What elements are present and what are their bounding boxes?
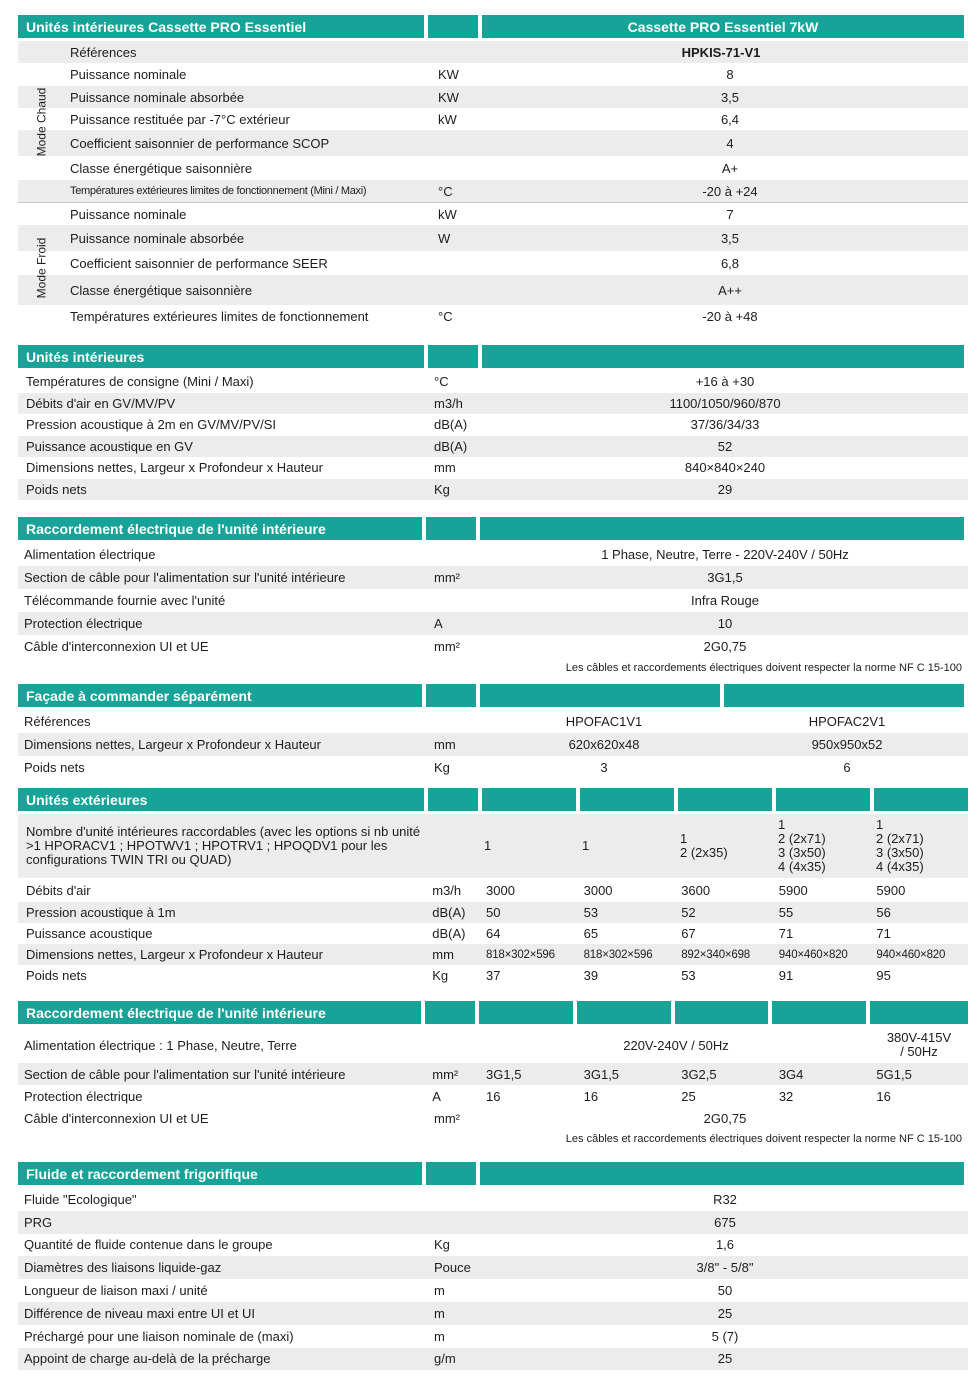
table-row [18,878,968,902]
row-unit: °C [438,308,453,324]
row-value: 3G2,5 [681,1066,717,1082]
table-row [18,902,968,923]
table-cassette [18,15,968,327]
row-unit: m3/h [432,882,462,898]
row-unit: Kg [434,1237,450,1253]
table-row [18,1234,968,1257]
row-value: 1 [484,838,492,853]
row-value: 818×302×596 [486,948,555,961]
row-unit: kW [438,206,457,222]
table-header [18,517,968,543]
table-row [18,710,968,733]
row-unit: mm² [434,1110,460,1126]
row-value: 5G1,5 [876,1066,912,1082]
row-value: 10 [717,616,733,631]
row-value: 95 [876,968,891,983]
unit-header [426,517,476,540]
value-header-5 [870,1001,968,1024]
table-row [18,1348,968,1371]
table-title: Façade à commander séparément [18,684,422,707]
value-header-3 [675,1001,769,1024]
row-unit: kW [438,111,457,127]
value-header-4 [776,788,870,811]
table-row [18,180,968,202]
row-value: 380V-415V / 50Hz [886,1030,952,1059]
table-row [18,371,968,393]
row-value: 16 [876,1088,891,1104]
table-row [18,944,968,965]
row-label: Câble d'interconnexion UI et UE [24,639,209,654]
row-label: Puissance nominale [70,206,187,222]
row-label: Températures extérieures limites de fonctionnement (Mini / Maxi) [70,185,367,197]
row-value: 16 [583,1088,599,1104]
table-row [18,457,968,479]
table-row [18,305,968,327]
table-row [18,756,968,779]
row-unit: m [434,1328,445,1344]
row-label: Protection électrique [24,1088,143,1104]
unit-header [428,15,478,38]
row-label: Coefficient saisonnier de performance SCOP [70,135,330,151]
row-unit: mm [432,947,454,962]
row-unit: mm² [434,639,460,654]
table-title: Fluide et raccordement frigorifique [18,1162,422,1185]
row-label: Différence de niveau maxi entre UI et UI [24,1305,255,1321]
table-row [18,479,968,501]
row-value: 5 (7) [711,1328,739,1344]
row-value: 5900 [778,882,808,898]
row-value: 8 [726,67,734,82]
mode-chaud-group [18,41,968,202]
table-title: Raccordement électrique de l'unité intérieure [18,517,422,540]
row-value: 892×340×698 [681,948,750,961]
row-label: Classe énergétique saisonnière [70,282,253,298]
row-value: 220V-240V / 50Hz [623,1037,729,1053]
row-value: 3,5 [720,89,740,105]
row-unit: KW [438,67,459,82]
table-header [18,1162,968,1188]
table-header [18,15,968,41]
row-label: Débits d'air en GV/MV/PV [26,395,176,411]
row-label: Pression acoustique à 2m en GV/MV/PV/SI [26,417,277,433]
table-row [18,923,968,944]
norm-note: Les câbles et raccordements électriques doivent respecter la norme NF C 15-100 [565,662,962,674]
value-header [480,1162,964,1185]
table-row [18,63,968,86]
row-value: 71 [876,926,891,941]
value-header-1 [480,684,720,707]
row-unit: mm [434,737,456,752]
table-header [18,788,968,814]
row-value: 6,8 [720,255,740,271]
row-value: 37/36/34/33 [690,417,760,433]
row-unit: dB(A) [434,417,468,433]
row-value: 64 [486,926,501,941]
row-label: Poids nets [26,968,87,983]
mode-froid-label: Mode Froid [34,237,49,299]
table-row [18,1188,968,1211]
row-value: 3,5 [720,230,740,246]
row-label: Dimensions nettes, Largeur x Profondeur x Hauteur [24,737,321,752]
row-value: 4 [726,135,734,151]
table-row [18,635,968,658]
table-unites-exterieures [18,788,968,986]
row-unit [424,814,478,878]
row-unit: mm [434,460,456,476]
row-value: 3G1,5 [486,1066,522,1082]
row-label: Dimensions nettes, Largeur x Profondeur x Hauteur [26,460,323,476]
row-label: Préchargé pour une liaison nominale de (maxi) [24,1328,294,1344]
row-value: R32 [713,1191,737,1207]
row-unit: m [434,1283,445,1299]
model-header: Cassette PRO Essentiel 7kW [482,15,964,38]
row-label: Coefficient saisonnier de performance SEER [70,255,328,271]
table-row [18,543,968,566]
row-value: 53 [583,905,599,920]
row-value: 6,4 [720,111,740,127]
unit-header [428,345,478,368]
table-row [18,1279,968,1302]
table-row [18,1063,968,1085]
row-value-2: 950x950x52 [811,737,883,752]
table-row [18,589,968,612]
row-value: 940×460×820 [778,948,848,961]
table-row [18,566,968,589]
row-value: 2G0,75 [703,639,747,654]
row-value: 1 Phase, Neutre, Terre - 220V-240V / 50Hz [601,547,849,562]
row-label: Section de câble pour l'alimentation sur l'unité intérieure [24,1066,346,1082]
row-unit: m [434,1305,445,1321]
row-value: 1,6 [715,1237,735,1253]
row-label: Télécommande fournie avec l'unité [24,593,226,608]
table-row [18,1211,968,1234]
table-header [18,684,968,710]
row-value: 25 [717,1351,733,1367]
table-row [18,612,968,635]
row-label: Section de câble pour l'alimentation sur l'unité intérieure [24,570,346,585]
table-row [18,1085,968,1107]
row-label: Puissance nominale [70,67,187,82]
row-label: Températures de consigne (Mini / Maxi) [26,374,254,390]
table-row [18,86,968,108]
row-value: -20 à +24 [702,183,758,199]
row-value: -20 à +48 [702,308,758,324]
row-value: 1100/1050/960/870 [669,395,781,411]
row-label: Quantité de fluide contenue dans le groupe [24,1237,273,1253]
row-value: 3G4 [778,1066,804,1082]
table-title: Unités intérieures Cassette PRO Essentiel [18,15,424,38]
table-raccordement-exterieur [18,1001,968,1149]
unit-header [428,788,478,811]
norm-note: Les câbles et raccordements électriques doivent respecter la norme NF C 15-100 [565,1133,962,1145]
row-value: 52 [717,438,733,454]
row-value: 37 [486,968,501,983]
row-label: Classe énergétique saisonnière [70,160,253,176]
row-value-1: 3 [600,760,608,775]
row-unit: m3/h [434,395,463,411]
row-unit: dB(A) [432,926,466,941]
row-unit: A [432,1088,441,1104]
row-unit: mm² [432,1066,459,1082]
row-value: 56 [876,905,891,920]
row-value: 16 [486,1088,501,1104]
value-header-2 [577,1001,671,1024]
row-value: 25 [717,1305,733,1321]
table-header [18,345,968,371]
row-label: Dimensions nettes, Largeur x Profondeur x Hauteur [26,947,323,962]
value-header-4 [772,1001,866,1024]
unit-header [425,1001,475,1024]
row-value: 818×302×596 [583,948,653,961]
row-value-1: 620x620x48 [568,737,640,752]
table-row [18,733,968,756]
row-label: Températures extérieures limites de fonctionnement [70,308,369,324]
row-label: Puissance acoustique [26,926,153,941]
value-header-1 [479,1001,573,1024]
row-label: Puissance nominale absorbée [70,230,245,246]
row-unit: Pouce [434,1260,471,1276]
table-row [18,225,968,251]
row-value-1: HPOFAC1V1 [565,714,643,729]
table-row [18,414,968,436]
row-value: 2G0,75 [703,1110,747,1126]
table-row [18,814,968,878]
row-label: Câble d'interconnexion UI et UE [24,1110,209,1126]
table-row [18,1325,968,1348]
table-raccordement-interieur [18,517,968,678]
table-row [18,1027,968,1063]
row-unit: A [434,616,443,631]
row-value: 1 2 (2x71) 3 (3x50) 4 (4x35) [876,817,924,874]
table-row [18,1107,968,1129]
value-header-3 [678,788,772,811]
table-row [18,1256,968,1279]
row-unit: Kg [432,968,449,983]
row-value: 3G1,5 [707,570,743,585]
table-facade [18,684,968,779]
row-value: 32 [778,1088,794,1104]
row-value: A+ [721,160,739,176]
row-value: 3000 [583,882,613,898]
row-label: Diamètres des liaisons liquide-gaz [24,1260,222,1276]
row-value: Infra Rouge [691,593,759,608]
row-unit: mm² [434,570,460,585]
value-header [480,517,964,540]
value-header-5 [874,788,968,811]
row-value: 840×840×240 [684,460,766,476]
value-header-2 [724,684,964,707]
row-value: 940×460×820 [876,948,946,961]
row-value: 39 [583,968,599,983]
unit-header [426,684,476,707]
row-value: +16 à +30 [695,374,755,390]
row-label: Appoint de charge au-delà de la précharge [24,1351,271,1367]
table-title: Unités extérieures [18,788,424,811]
row-value: 91 [778,968,794,983]
row-value: 3000 [486,882,515,898]
table-unites-interieures [18,345,968,500]
table-row [18,436,968,458]
value-header-2 [580,788,674,811]
table-row [18,130,968,156]
row-value: 55 [778,905,794,920]
row-value-2: 6 [843,760,851,775]
row-value: 5900 [876,882,906,898]
row-value: 67 [681,926,696,941]
row-label: Nombre d'unité intérieures raccordables (avec les options si nb unité >1 HPORACV1 ; HPOTWV1 ; HPOTRV1 ; HPOQDV1 pour les configurations TWIN TRI ou QUAD) [26,824,421,867]
table-title: Unités intérieures [18,345,424,368]
table-header [18,1001,968,1027]
row-label: Poids nets [24,760,85,775]
row-label: Longueur de liaison maxi / unité [24,1283,208,1299]
row-value: HPKIS-71-V1 [681,44,761,60]
row-unit: dB(A) [432,905,466,920]
row-value: 3600 [681,882,711,898]
row-label: Puissance nominale absorbée [70,89,245,105]
row-value: 50 [717,1283,733,1299]
table-row [18,108,968,130]
row-unit: g/m [434,1351,456,1367]
table-fluide [18,1162,968,1370]
row-label: Poids nets [26,481,87,497]
table-row [18,41,968,63]
row-value: 7 [726,206,734,222]
row-value: 1 2 (2x35) [680,831,728,860]
row-label: Pression acoustique à 1m [26,905,176,920]
table-row [18,965,968,986]
row-value: 3/8" - 5/8" [696,1260,754,1276]
row-value: 3G1,5 [583,1066,620,1082]
table-row [18,275,968,305]
row-value: 1 2 (2x71) 3 (3x50) 4 (4x35) [778,817,826,874]
row-unit: °C [438,183,453,199]
row-label: Alimentation électrique [24,547,156,562]
row-unit: °C [434,374,449,390]
row-label: Références [70,44,137,60]
row-label: Protection électrique [24,616,143,631]
row-value: A++ [718,282,742,298]
row-value-2: HPOFAC2V1 [808,714,886,729]
row-label: PRG [24,1214,53,1230]
mode-froid-group [18,203,968,327]
row-label: Alimentation électrique : 1 Phase, Neutre, Terre [24,1037,297,1053]
table-row [18,251,968,275]
row-value: 675 [714,1214,736,1230]
mode-chaud-label: Mode Chaud [34,87,48,157]
row-unit: Kg [434,481,450,497]
table-row [18,1302,968,1325]
row-value: 25 [681,1088,696,1104]
value-header [482,345,964,368]
table-row [18,156,968,180]
row-label: Références [24,714,91,729]
row-unit: dB(A) [434,438,468,454]
row-label: Puissance restituée par -7°C extérieur [70,111,290,127]
row-unit: W [438,230,451,246]
row-value: 1 [582,838,590,853]
table-row [18,393,968,415]
row-value: 71 [778,926,794,941]
row-value: 52 [681,905,696,920]
row-value: 29 [717,481,733,497]
value-header-1 [482,788,576,811]
row-label: Puissance acoustique en GV [26,438,193,454]
row-value: 50 [486,905,501,920]
table-title: Raccordement électrique de l'unité intérieure [18,1001,421,1024]
unit-header [426,1162,476,1185]
table-row [18,203,968,225]
row-unit: Kg [434,760,450,775]
row-label: Fluide "Ecologique" [24,1191,137,1207]
row-unit: KW [438,89,459,105]
row-label: Débits d'air [26,882,91,898]
row-value: 53 [681,968,696,983]
row-value: 65 [583,926,599,941]
